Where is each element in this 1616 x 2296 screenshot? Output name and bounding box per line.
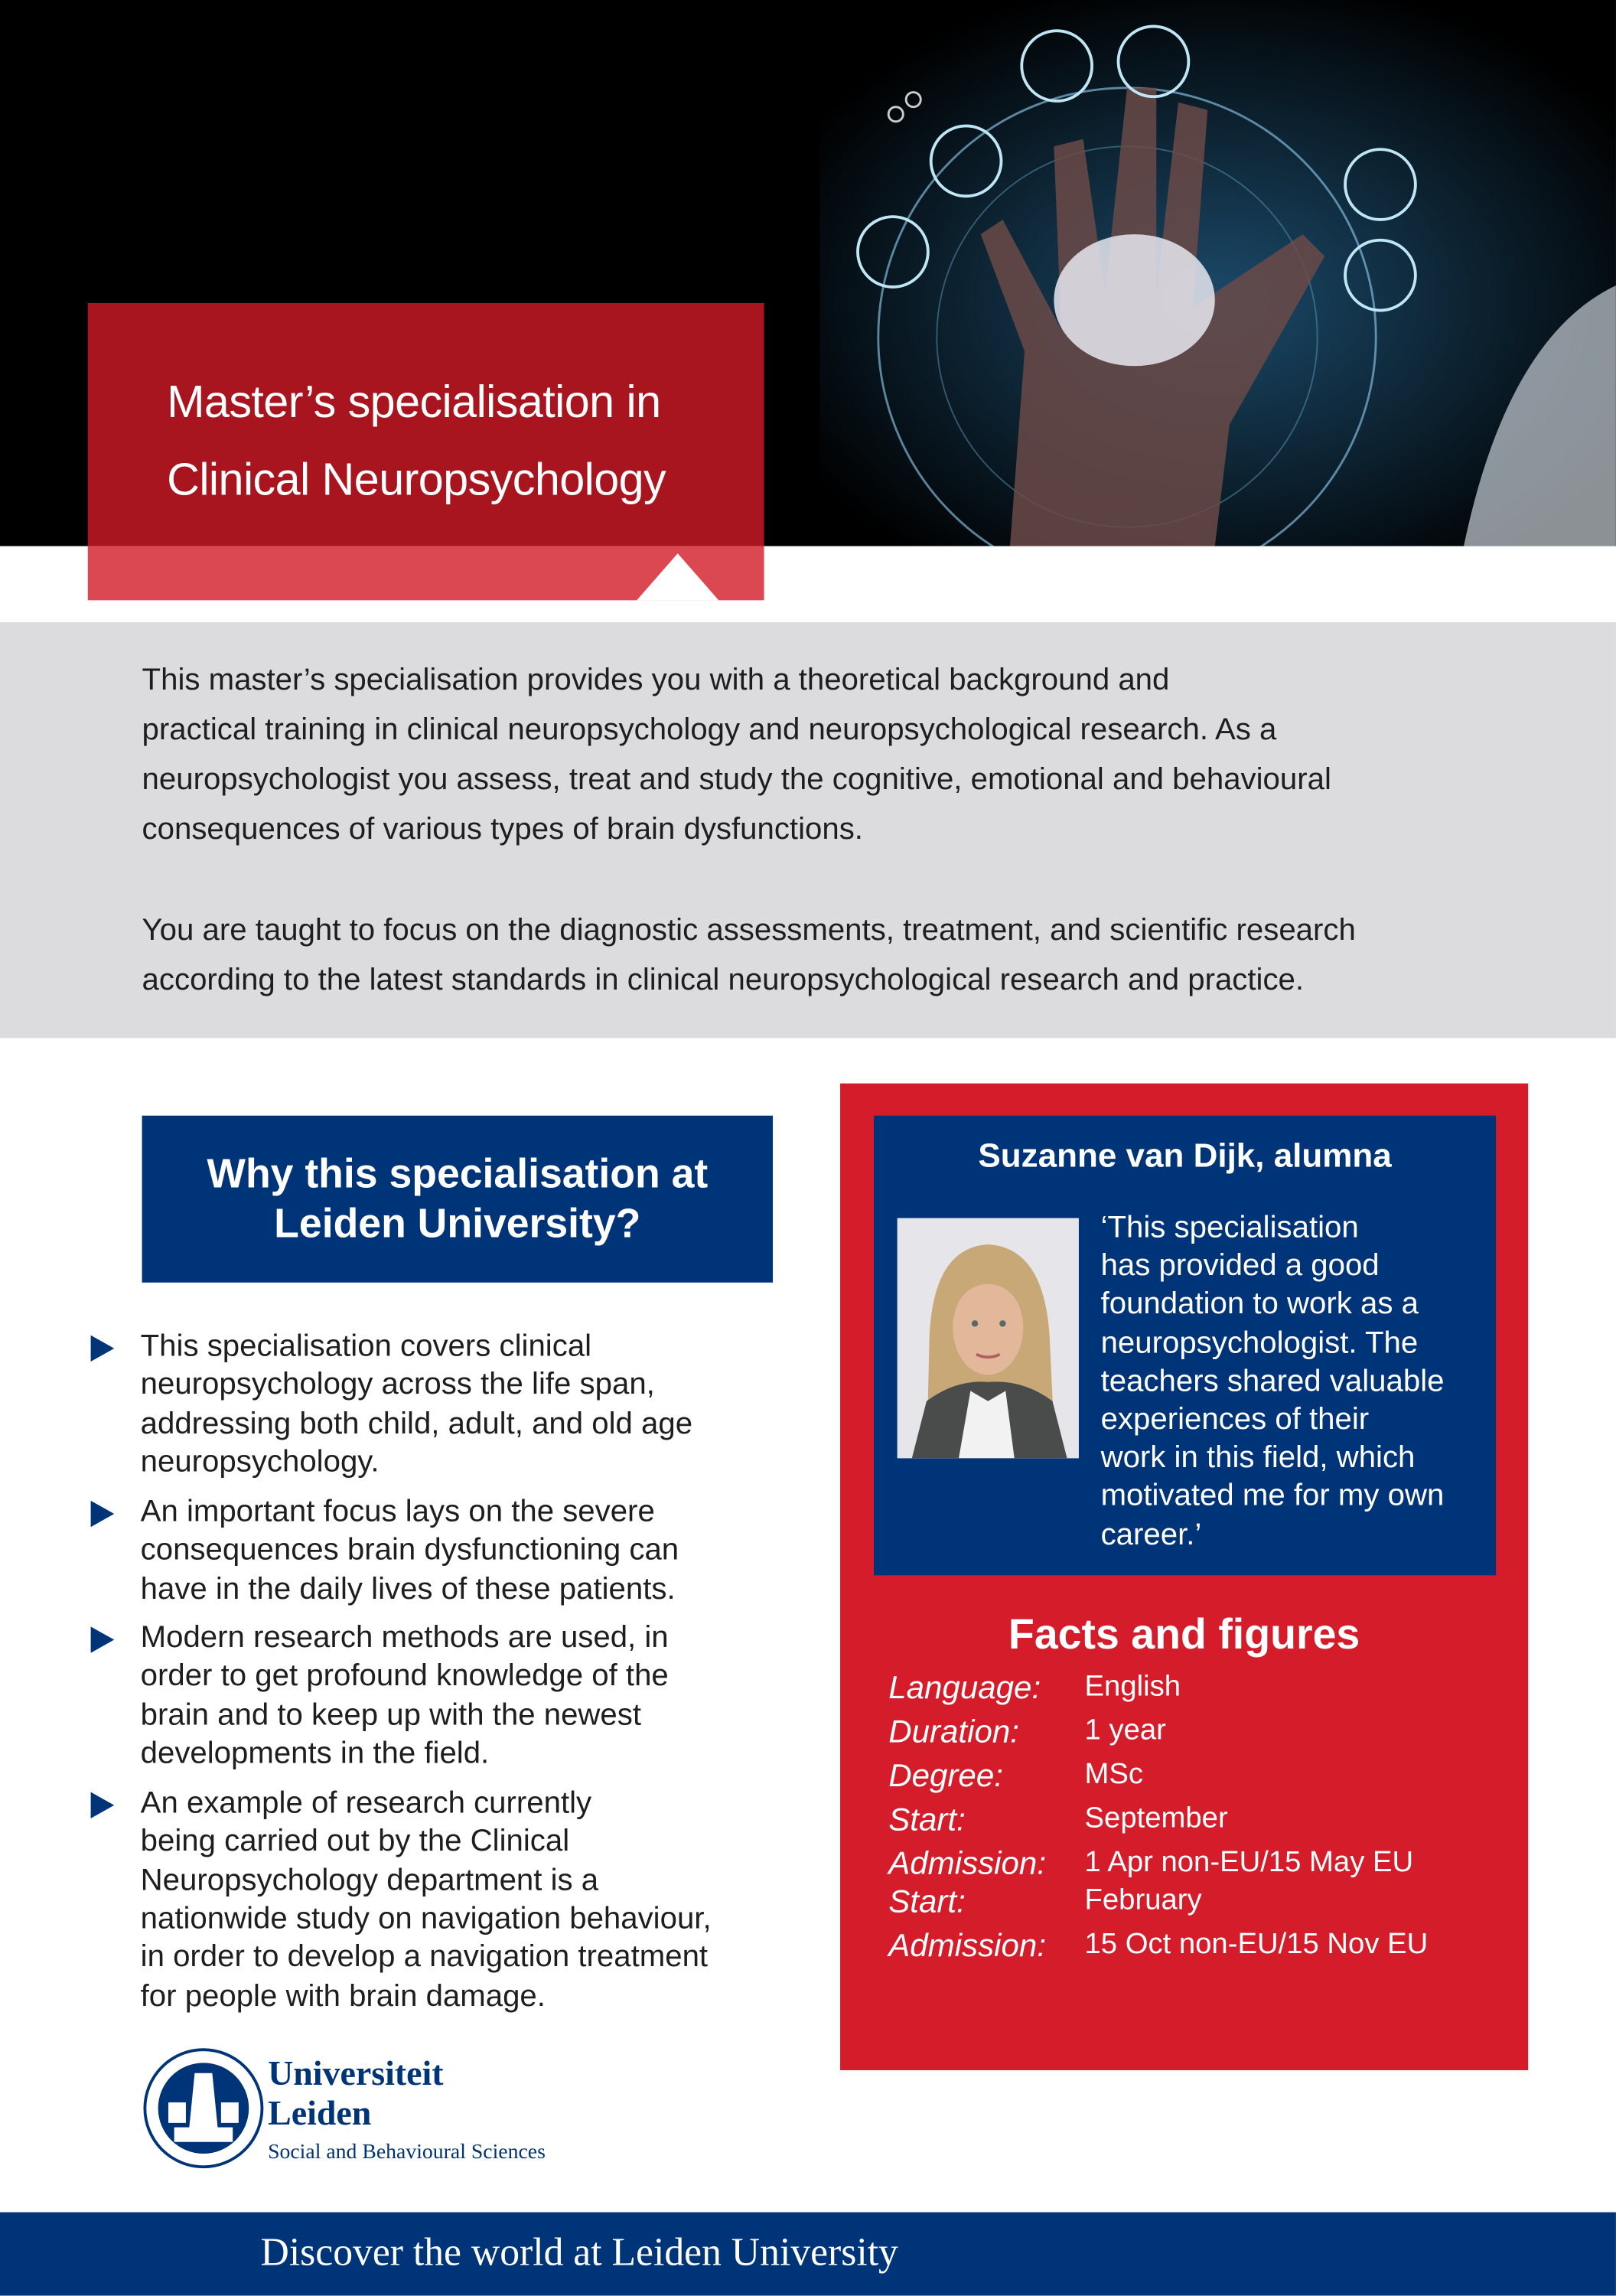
bullet-text-line: for people with brain damage. — [140, 1978, 546, 2013]
bullet-text-line: neuropsychology across the life span, — [140, 1368, 655, 1402]
footer-tagline: Discover the world at Leiden University — [260, 2229, 898, 2274]
fact-value: English — [1084, 1670, 1181, 1703]
quote-line: experiences of their — [1100, 1402, 1370, 1437]
intro-line: You are taught to focus on the diagnostic assessments, treatment, and scientific research — [142, 913, 1356, 947]
intro-line: according to the latest standards in clinical neuropsychological research and practice. — [142, 963, 1305, 997]
testimonial-name: Suzanne van Dijk, alumna — [978, 1136, 1392, 1175]
bullet-text-line: developments in the field. — [140, 1736, 490, 1770]
bullet-text-line: An important focus lays on the severe — [140, 1495, 655, 1529]
bullet-text-line: order to get profound knowledge of the — [140, 1658, 669, 1693]
bullet-triangle-icon — [91, 1626, 115, 1652]
bullet-text-line: addressing both child, adult, and old age — [140, 1406, 693, 1440]
quote-line: foundation to work as a — [1100, 1287, 1419, 1322]
bullet-text-line: Modern research methods are used, in — [140, 1620, 669, 1655]
bullet-text-line: brain and to keep up with the newest — [140, 1698, 642, 1732]
bullet-triangle-icon — [91, 1501, 115, 1527]
fact-value: February — [1084, 1884, 1202, 1917]
bullet-text-line: Neuropsychology department is a — [140, 1863, 599, 1897]
intro-line: consequences of various types of brain dysfunctions. — [142, 812, 863, 846]
bullet-text-line: have in the daily lives of these patients. — [140, 1571, 676, 1606]
fact-label: Start: — [888, 1883, 966, 1919]
hand-brain-hologram-image — [819, 0, 1616, 546]
fact-label: Start: — [888, 1800, 966, 1838]
bullet-triangle-icon — [91, 1792, 115, 1818]
page-title-line-2: Clinical Neuropsychology — [167, 454, 666, 505]
page-title-line-1: Master’s specialisation in — [167, 376, 661, 428]
fact-label: Language: — [888, 1668, 1041, 1706]
logo-faculty: Social and Behavioural Sciences — [268, 2140, 546, 2164]
intro-line: practical training in clinical neuropsychology and neuropsychological research. As a — [142, 713, 1277, 747]
bullet-text-line: nationwide study on navigation behaviour, — [140, 1901, 712, 1936]
bullet-text-line: An example of research currently — [140, 1786, 592, 1820]
bullet-triangle-icon — [91, 1336, 115, 1362]
fact-label: Duration: — [888, 1713, 1019, 1750]
why-title-line-1: Why this specialisation at — [207, 1150, 709, 1196]
why-heading-box — [142, 1116, 774, 1283]
intro-line: This master’s specialisation provides you with a theoretical background and — [142, 663, 1170, 697]
fact-label: Degree: — [888, 1756, 1003, 1794]
logo-name-line-2: Leiden — [268, 2095, 372, 2134]
facts-title: Facts and figures — [1008, 1612, 1360, 1659]
quote-line: work in this field, which — [1100, 1440, 1416, 1475]
footer-bar — [0, 2213, 1616, 2296]
quote-line: career.’ — [1100, 1518, 1202, 1552]
notch-triangle — [637, 553, 718, 600]
fact-value: September — [1084, 1802, 1228, 1835]
university-seal-logo — [142, 2047, 266, 2170]
alumna-photo — [898, 1218, 1079, 1459]
bullet-text-line: in order to develop a navigation treatment — [140, 1940, 709, 1975]
quote-line: teachers shared valuable — [1100, 1364, 1445, 1398]
title-box — [88, 303, 764, 546]
quote-line: ‘This specialisation — [1100, 1211, 1359, 1245]
quote-line: motivated me for my own — [1100, 1479, 1445, 1513]
fact-value: MSc — [1084, 1758, 1144, 1791]
fact-label: Admission: — [888, 1926, 1047, 1964]
why-title-line-2: Leiden University? — [274, 1200, 641, 1246]
bullet-text-line: neuropsychology. — [140, 1444, 380, 1479]
fact-value: 15 Oct non-EU/15 Nov EU — [1084, 1928, 1429, 1961]
fact-value: 1 year — [1084, 1714, 1166, 1747]
quote-line: has provided a good — [1100, 1249, 1380, 1283]
bullet-text-line: consequences brain dysfunctioning can — [140, 1533, 679, 1567]
bullet-text-line: This specialisation covers clinical — [140, 1329, 592, 1364]
fact-value: 1 Apr non-EU/15 May EU — [1084, 1846, 1414, 1879]
intro-line: neuropsychologist you assess, treat and study the cognitive, emotional and behavioural — [142, 762, 1331, 797]
logo-name-line-1: Universiteit — [268, 2055, 444, 2094]
intro-section — [0, 622, 1616, 1038]
quote-line: neuropsychologist. The — [1100, 1326, 1419, 1360]
bullet-text-line: being carried out by the Clinical — [140, 1825, 570, 1859]
fact-label: Admission: — [888, 1844, 1047, 1882]
